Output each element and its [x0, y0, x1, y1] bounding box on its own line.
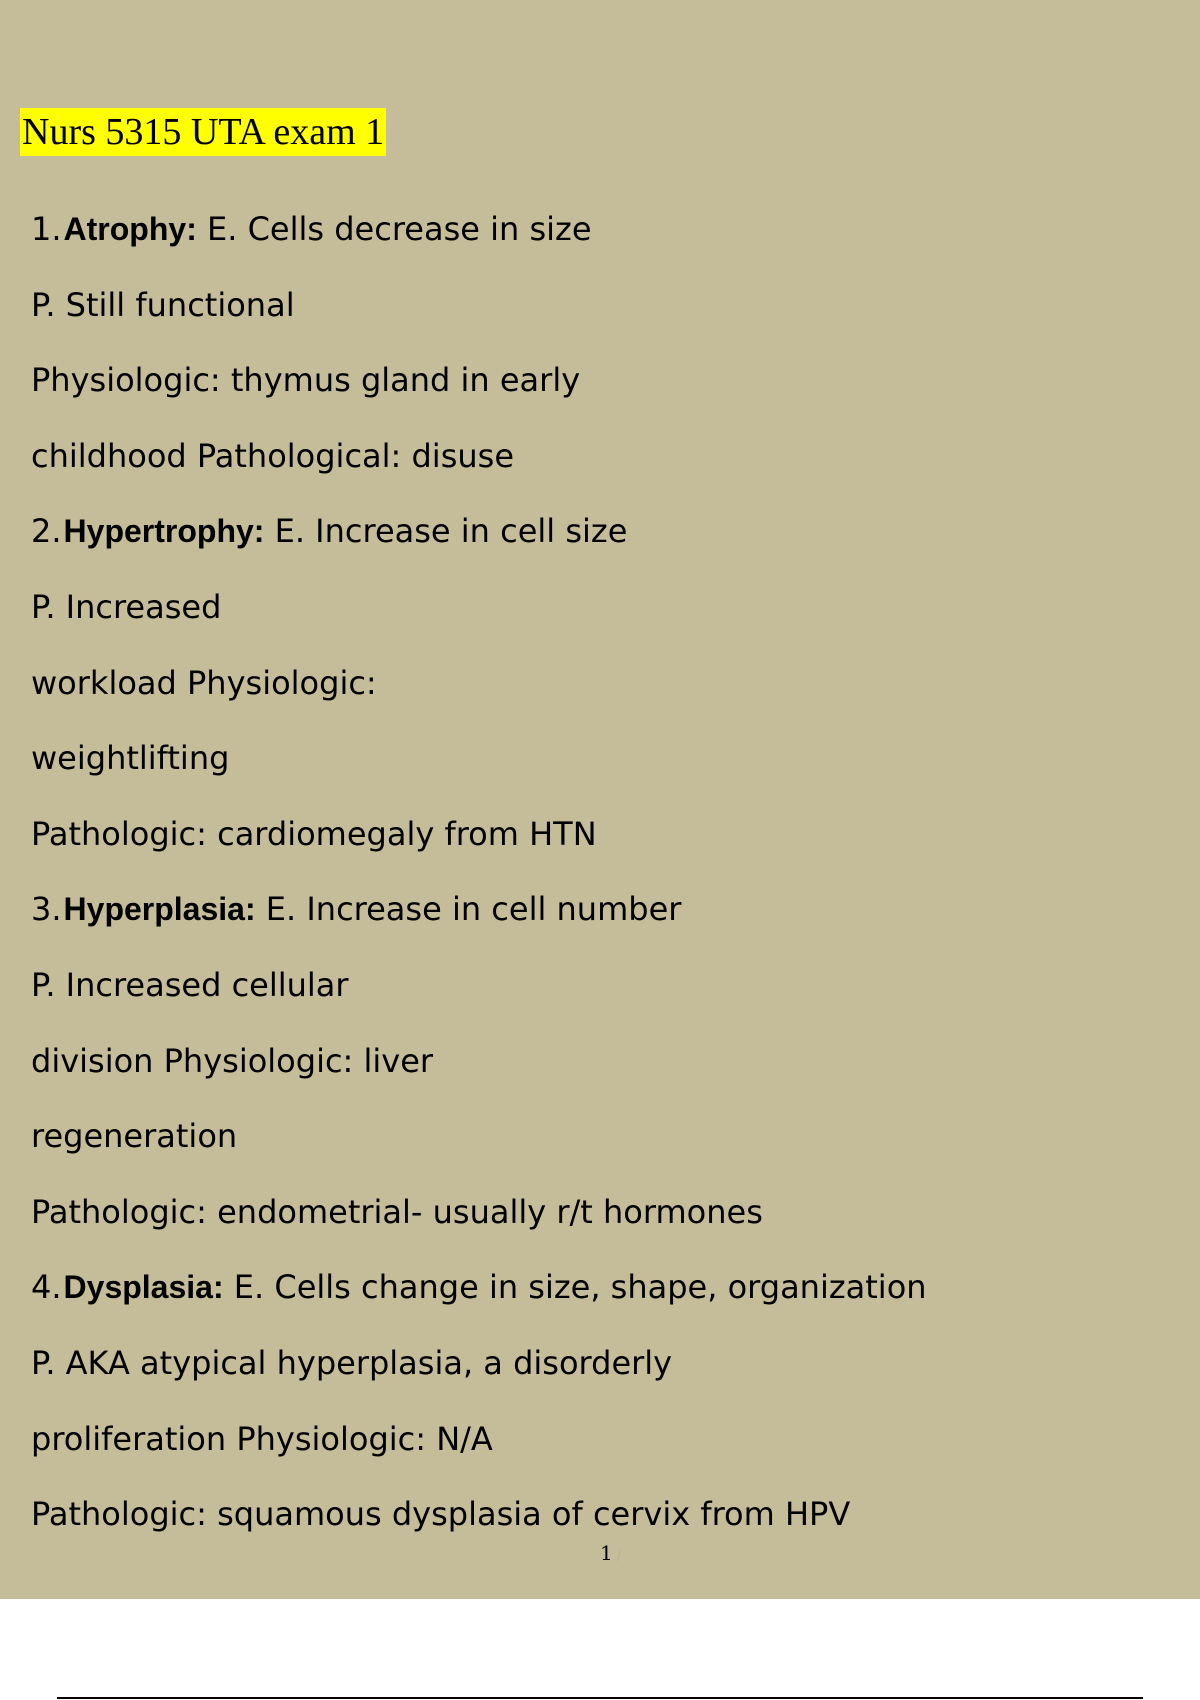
page-number-suffix: / — [616, 1548, 622, 1564]
body-line: Physiologic: thymus gland in early — [31, 361, 581, 400]
body-line: P. Increased cellular — [31, 965, 349, 1004]
body-line: Pathologic: squamous dysplasia of cervix from HPV — [31, 1495, 851, 1534]
footer-divider — [57, 1697, 1143, 1699]
item-number: 2. — [31, 512, 62, 551]
body-line: proliferation Physiologic: N/A — [31, 1419, 493, 1458]
body-line: Pathologic: cardiomegaly from HTN — [31, 814, 597, 853]
body-line: P. Still functional — [31, 285, 295, 324]
document-title: Nurs 5315 UTA exam 1 — [20, 108, 386, 156]
page-number — [600, 1541, 621, 1565]
body-line: Pathologic: endometrial- usually r/t hormones — [31, 1192, 763, 1231]
line-atrophy-heading — [31, 196, 1151, 272]
line-dysplasia-heading — [31, 1254, 1151, 1330]
body-line: weightlifting — [31, 739, 230, 778]
body-line: regeneration — [31, 1117, 238, 1156]
term-dysplasia: Dysplasia: — [63, 1269, 224, 1306]
line-text: E. Increase in cell number — [255, 890, 682, 929]
body-line: division Physiologic: liver — [31, 1041, 434, 1080]
item-number: 4. — [31, 1268, 62, 1307]
line-hypertrophy-heading — [31, 498, 1151, 574]
term-hypertrophy: Hypertrophy: — [63, 513, 265, 550]
body-line: P. AKA atypical hyperplasia, a disorderly — [31, 1343, 673, 1382]
line-text: E. Cells decrease in size — [196, 210, 592, 248]
line-text: E. Cells change in size, shape, organization — [223, 1268, 927, 1307]
line-text: E. Increase in cell size — [264, 512, 628, 551]
item-number: 1. — [31, 210, 62, 248]
body-line: childhood Pathological: disuse — [31, 436, 514, 475]
item-number: 3. — [31, 890, 62, 929]
line-hyperplasia-heading — [31, 876, 1151, 952]
document-body — [31, 196, 1151, 1557]
body-line: P. Increased — [31, 587, 222, 626]
body-line: workload Physiologic: — [31, 663, 377, 702]
page-number-value: 1 — [600, 1541, 613, 1565]
term-hyperplasia: Hyperplasia: — [63, 891, 256, 928]
term-atrophy: Atrophy: — [63, 211, 197, 247]
